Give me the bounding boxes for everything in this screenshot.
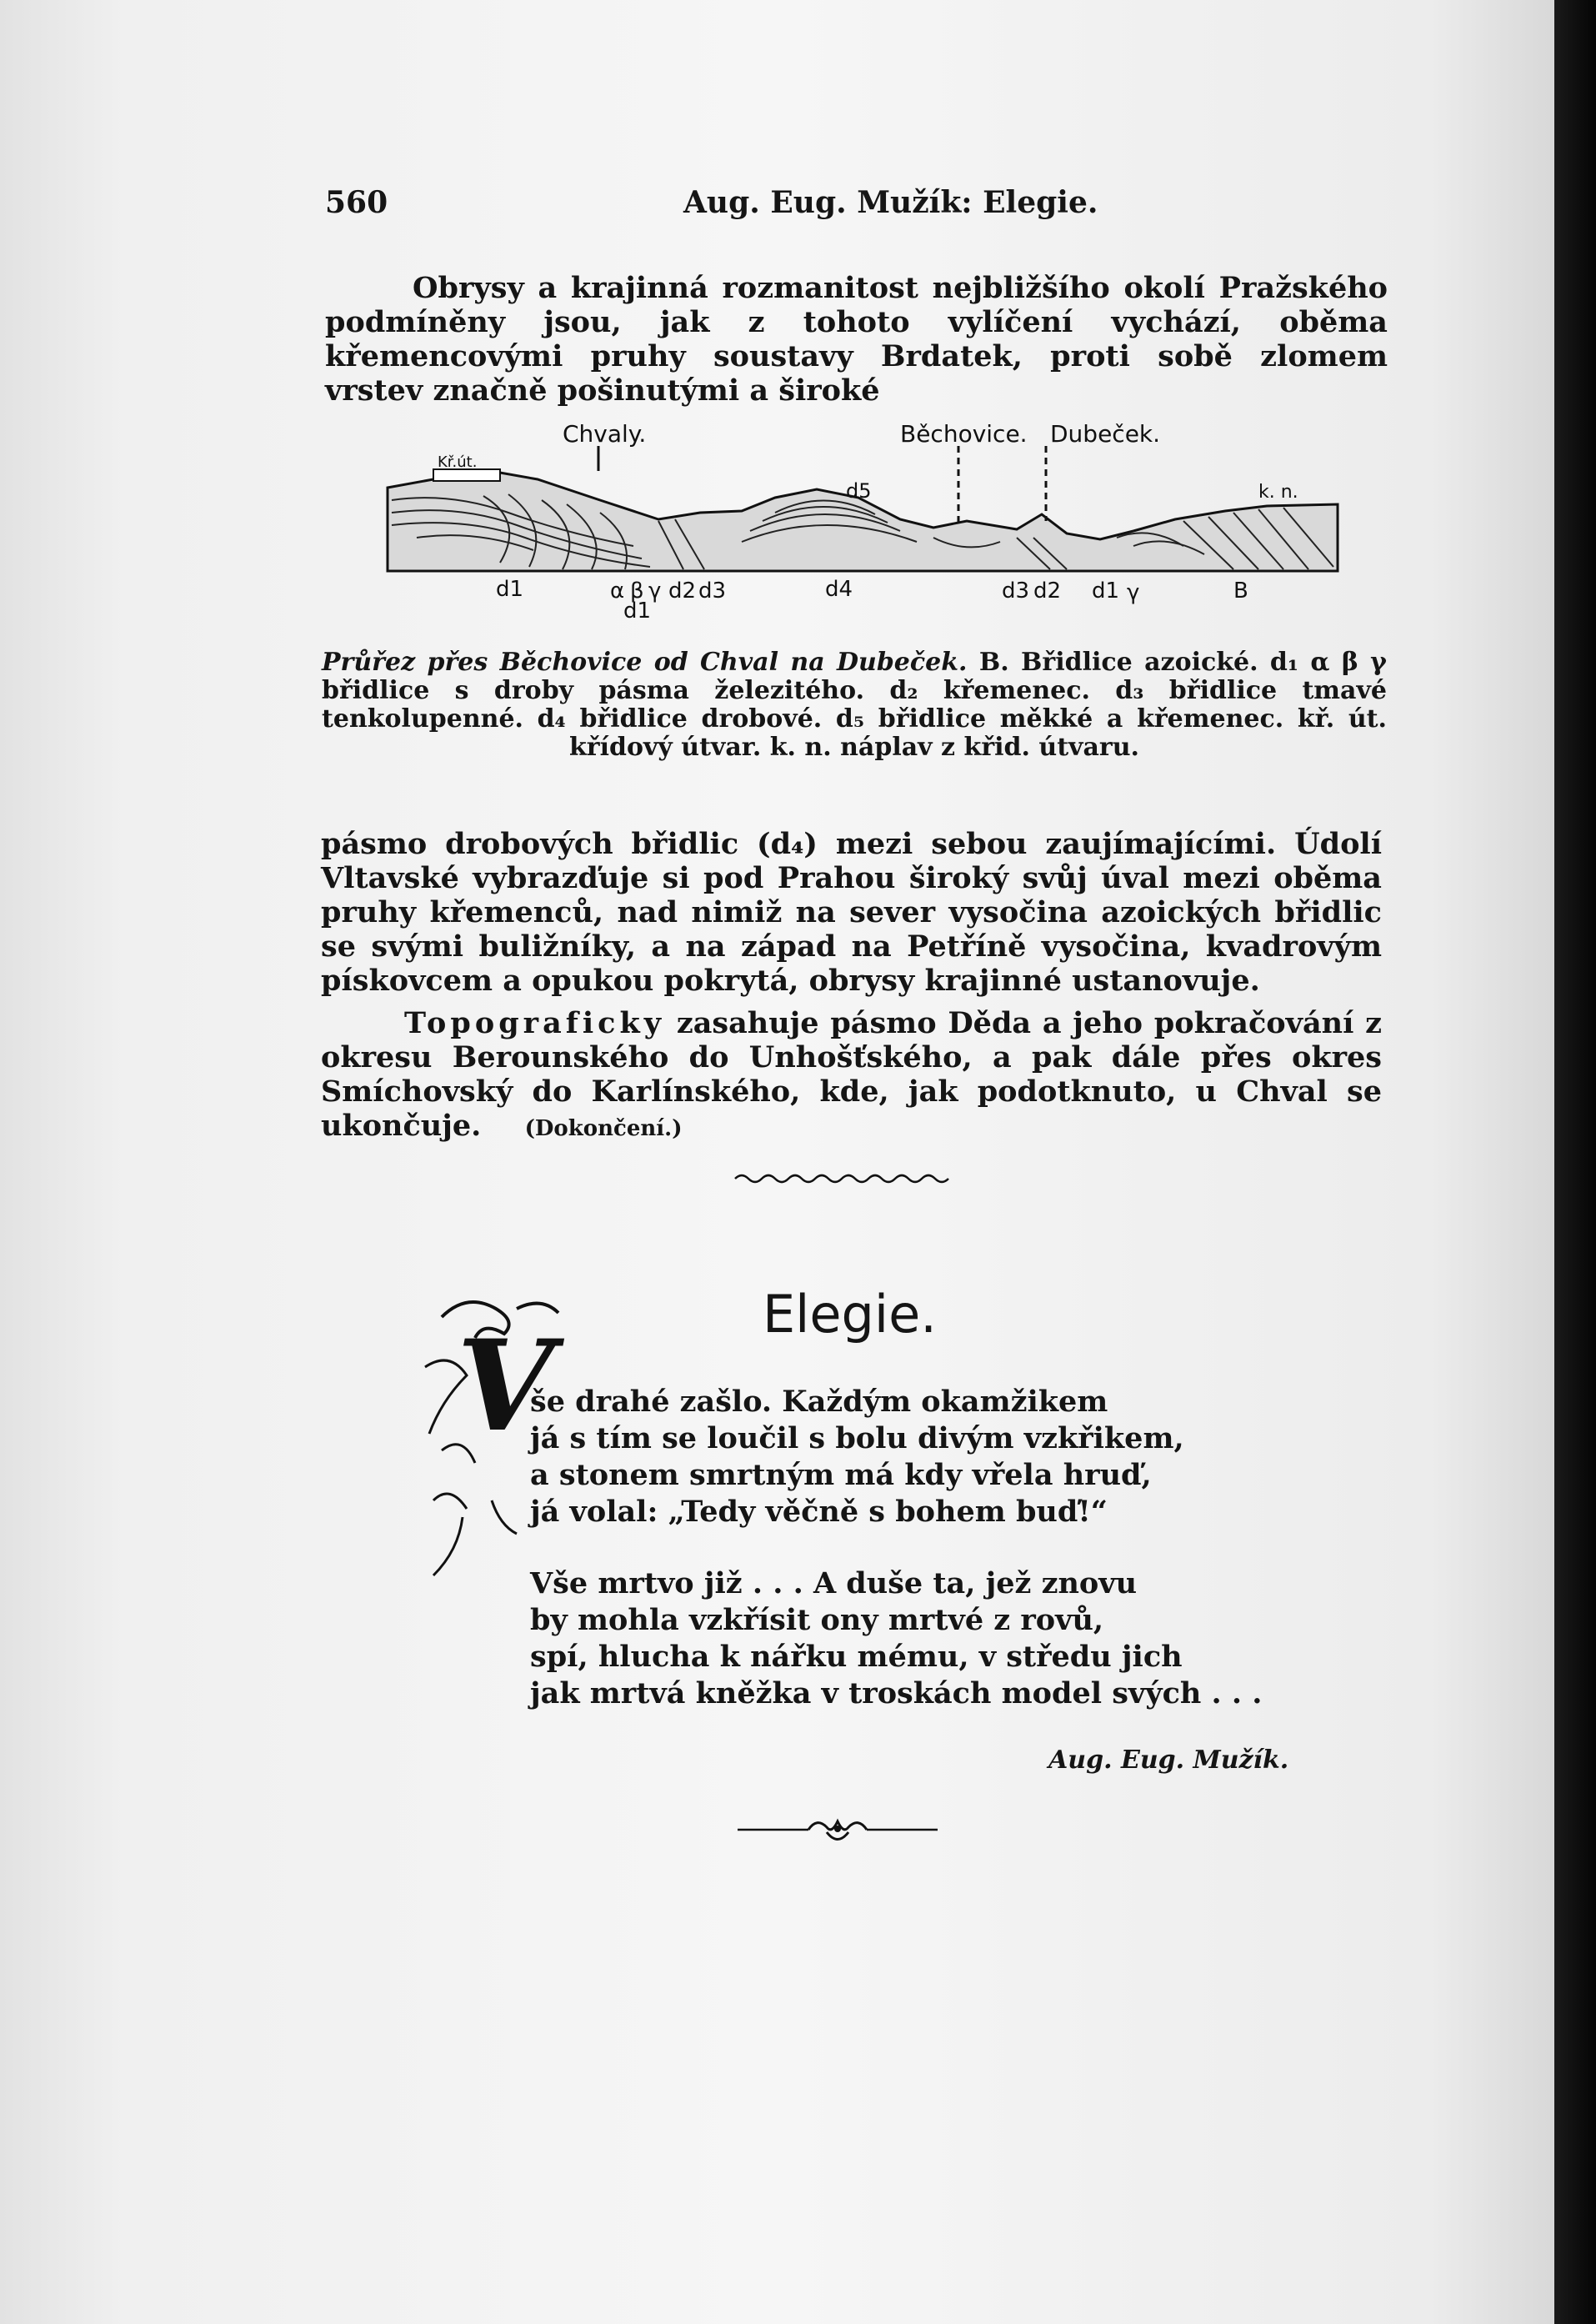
page-header — [325, 185, 1388, 227]
label-dubecek: Dubeček. — [1050, 421, 1161, 448]
poem-line: še drahé zašlo. Každým okamžikem — [530, 1385, 1108, 1419]
poem-line: by mohla vzkřísit ony mrtvé z rovů, — [530, 1603, 1104, 1637]
bottom-label: d1 — [496, 577, 524, 602]
geological-cross-section — [383, 421, 1342, 621]
bottom-label: d3 — [698, 578, 727, 604]
poem-line: spí, hlucha k nářku mému, v středu jich — [530, 1640, 1183, 1674]
caption-text: B. Břidlice azoické. d₁ α β γ břidlice s droby pásma železitého. d₂ křemenec. d₃ břidlice tmavé tenkolupenné. d₄ břidlice drobové. d₅ břidlice měkké a křemenec. kř. út. křídový útvar. k. n. náplav z křid. útvaru. — [322, 648, 1387, 762]
bottom-labels — [496, 577, 1248, 621]
cross-section-drawing — [383, 421, 1342, 621]
bottom-label: B — [1233, 578, 1248, 604]
author-signature: Aug. Eug. Mužík. — [1048, 1746, 1289, 1775]
bottom-label: d2 — [1033, 578, 1062, 604]
label-d5: d5 — [846, 479, 872, 503]
initial-letter: V — [457, 1313, 554, 1460]
page-number: 560 — [325, 185, 388, 220]
poem-line: já s tím se loučil s bolu divým vzkřikem, — [530, 1421, 1184, 1455]
bottom-label: d4 — [825, 577, 853, 602]
bottom-label: γ — [648, 578, 662, 604]
intro-paragraph: Obrysy a krajinná rozmanitost nejbližšího okolí Pražského podmíněny jsou, jak z tohoto vylíčení vychází, oběma křemencovými pruhy soustavy Brdatek, proti sobě zlomem vrstev značně pošinutými a široké — [325, 271, 1388, 408]
poem-title: Elegie. — [763, 1284, 937, 1345]
bottom-label: d3 — [1002, 578, 1030, 604]
poem-stanza-2 — [530, 1565, 1363, 1712]
bottom-label: d1 — [623, 599, 652, 621]
poem-line: a stonem smrtným má kdy vřela hruď, — [530, 1458, 1152, 1492]
scan-edge — [1554, 0, 1596, 2324]
poem-line: Vše mrtvo již . . . A duše ta, jež znovu — [530, 1566, 1138, 1600]
label-chalk: Kř.út. — [438, 453, 478, 471]
label-alluvium: k. n. — [1258, 482, 1298, 503]
bottom-label: γ — [1127, 580, 1140, 605]
body-paragraph-2 — [321, 1006, 1382, 1146]
lead-word: Topograficky — [404, 1006, 666, 1040]
bottom-label: β — [630, 578, 644, 604]
poem-stanza-1 — [530, 1384, 1363, 1530]
label-bechovice: Běchovice. — [900, 421, 1028, 448]
wave-divider-ornament — [733, 1169, 958, 1189]
label-chvaly: Chvaly. — [563, 421, 647, 448]
bottom-label: α — [610, 578, 625, 604]
poem-line: jak mrtvá kněžka v troskách model svých . . . — [530, 1676, 1263, 1710]
poem-line: já volal: „Tedy věčně s bohem buď!“ — [530, 1495, 1108, 1529]
bottom-label: d2 — [668, 578, 697, 604]
body-paragraph-1: pásmo drobových břidlic (d₄) mezi sebou zaujímajícími. Údolí Vltavské vybrazďuje si pod Prahou široký svůj úval mezi oběma pruhy křemenců, nad nimiž na sever vysočina azoických břidlic se svými buližníky, a na západ na Petříně vysočina, kvadrovým pískovcem a opukou pokrytá, obrysy krajinné ustanovuje. — [321, 827, 1382, 998]
chalk-cap — [433, 469, 500, 481]
caption-title: Průřez přes Běchovice od Chval na Dubeček. — [322, 648, 968, 677]
bottom-label: d1 — [1092, 578, 1120, 604]
continuation-note: (Dokončení.) — [524, 1116, 683, 1141]
figure-caption — [322, 649, 1387, 762]
paragraph-text: zasahuje pásmo Děda a jeho pokračování z okresu Berounského do Unhošťského, a pak dále přes okres Smíchovský do Karlínského, kde, jak podotknuto, u Chval se ukončuje. — [321, 1006, 1382, 1143]
end-ornament — [733, 1809, 942, 1851]
running-title: Aug. Eug. Mužík: Elegie. — [683, 185, 1098, 220]
